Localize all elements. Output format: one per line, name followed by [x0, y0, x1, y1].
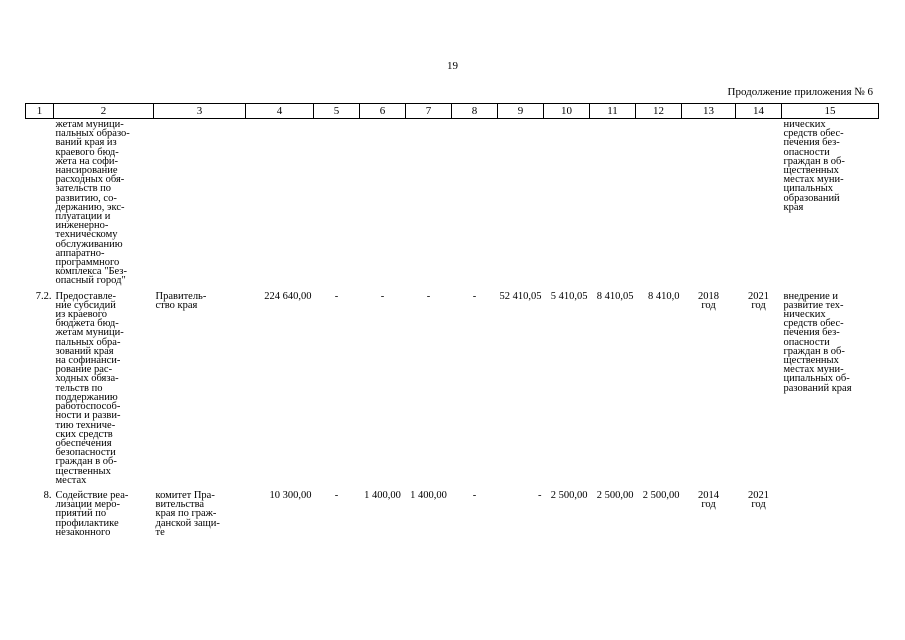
col-header: 3: [154, 104, 246, 119]
appendix-caption: Продолжение приложения № 6: [727, 86, 873, 98]
amount-cell: 2 500,00: [642, 489, 680, 501]
col-header: 6: [360, 104, 406, 119]
table-row: [26, 286, 879, 485]
start-year: [682, 119, 736, 286]
end-year: 2021 год: [748, 290, 769, 311]
col-header: 1: [26, 104, 54, 119]
amount-cell: [590, 119, 636, 286]
expected-result: [782, 485, 879, 537]
amount-cell: 8 410,0: [648, 290, 680, 302]
col-header: 5: [314, 104, 360, 119]
table-row: [26, 485, 879, 537]
col-header: 9: [498, 104, 544, 119]
col-header: 15: [782, 104, 879, 119]
end-year: 2021 год: [748, 489, 769, 511]
expected-result: нических средств обес- печения без- опасности граждан в об- щественных местах муни- ципальных образований края: [783, 119, 845, 213]
amount-cell: 52 410,05: [499, 290, 542, 302]
col-header: 4: [246, 104, 314, 119]
amount-cell: [452, 119, 498, 286]
row-number: 7.2.: [35, 290, 52, 302]
amount-cell: 8 410,05: [596, 290, 634, 302]
expected-result: внедрение и развитие тех- нических средств обес- печения без- опасности граждан в об- щественных местах муни- ципальных об- разований края: [783, 290, 852, 394]
col-header: 7: [406, 104, 452, 119]
amount-cell: -: [334, 290, 339, 302]
header-row: [26, 104, 879, 119]
end-year: [736, 119, 782, 286]
amount-cell: -: [334, 489, 339, 501]
col-header: 10: [544, 104, 590, 119]
start-year: 2018 год: [698, 290, 719, 311]
amount-cell: -: [472, 290, 477, 302]
total-amount: 10 300,00: [269, 489, 312, 501]
col-header: 11: [590, 104, 636, 119]
amount-cell: [406, 119, 452, 286]
amount-cell: [360, 119, 406, 286]
executor: комитет Пра- вительства края по граж- данской защи- те: [155, 489, 220, 537]
total-amount: 224 640,00: [264, 290, 312, 302]
col-header: 14: [736, 104, 782, 119]
measure-name: Содействие реа- лизации меро- приятий по профилактике незаконного: [55, 489, 129, 537]
amount-cell: -: [472, 489, 477, 501]
col-header: 13: [682, 104, 736, 119]
amount-cell: [636, 119, 682, 286]
executor: Правитель- ство края: [155, 290, 207, 311]
measure-name: жетам муници- пальных образо- ваний края из краевого бюд- жета на софи- нансирование расходных обя- зательств по развитию, со- держанию, экс- плуатации и инженерно- техническому обслуживанию аппаратно- программного комплекса "Без- опасный город": [55, 119, 130, 286]
amount-cell: 5 410,05: [550, 290, 588, 302]
amount-cell: [498, 119, 544, 286]
amount-cell: [544, 119, 590, 286]
col-header: 8: [452, 104, 498, 119]
measure-name: Предоставле- ние субсидий из краевого бюджета бюд- жетам муници- пальных обра- зований края на софинанси- рование рас- ходных обяза- тельств по поддержанию работоспособ- ности и разви- тию техниче- ских средств обеспечения безопасности граждан в об- щественных местах: [55, 290, 124, 485]
row-number: [26, 119, 54, 286]
row-number: 8.: [43, 489, 52, 501]
amount-cell: -: [426, 290, 431, 302]
amount-cell: 2 500,00: [550, 489, 588, 501]
executor: [154, 119, 246, 286]
table-row: [26, 119, 879, 286]
start-year: 2014 год: [698, 489, 719, 511]
program-table: [25, 103, 879, 537]
total-amount: [246, 119, 314, 286]
amount-cell: -: [380, 290, 385, 302]
amount-cell: [314, 119, 360, 286]
amount-cell: -: [538, 489, 542, 501]
col-header: 2: [54, 104, 154, 119]
amount-cell: 2 500,00: [596, 489, 634, 501]
amount-cell: 1 400,00: [410, 489, 447, 501]
col-header: 12: [636, 104, 682, 119]
page-number: 19: [447, 60, 458, 72]
amount-cell: 1 400,00: [364, 489, 401, 501]
